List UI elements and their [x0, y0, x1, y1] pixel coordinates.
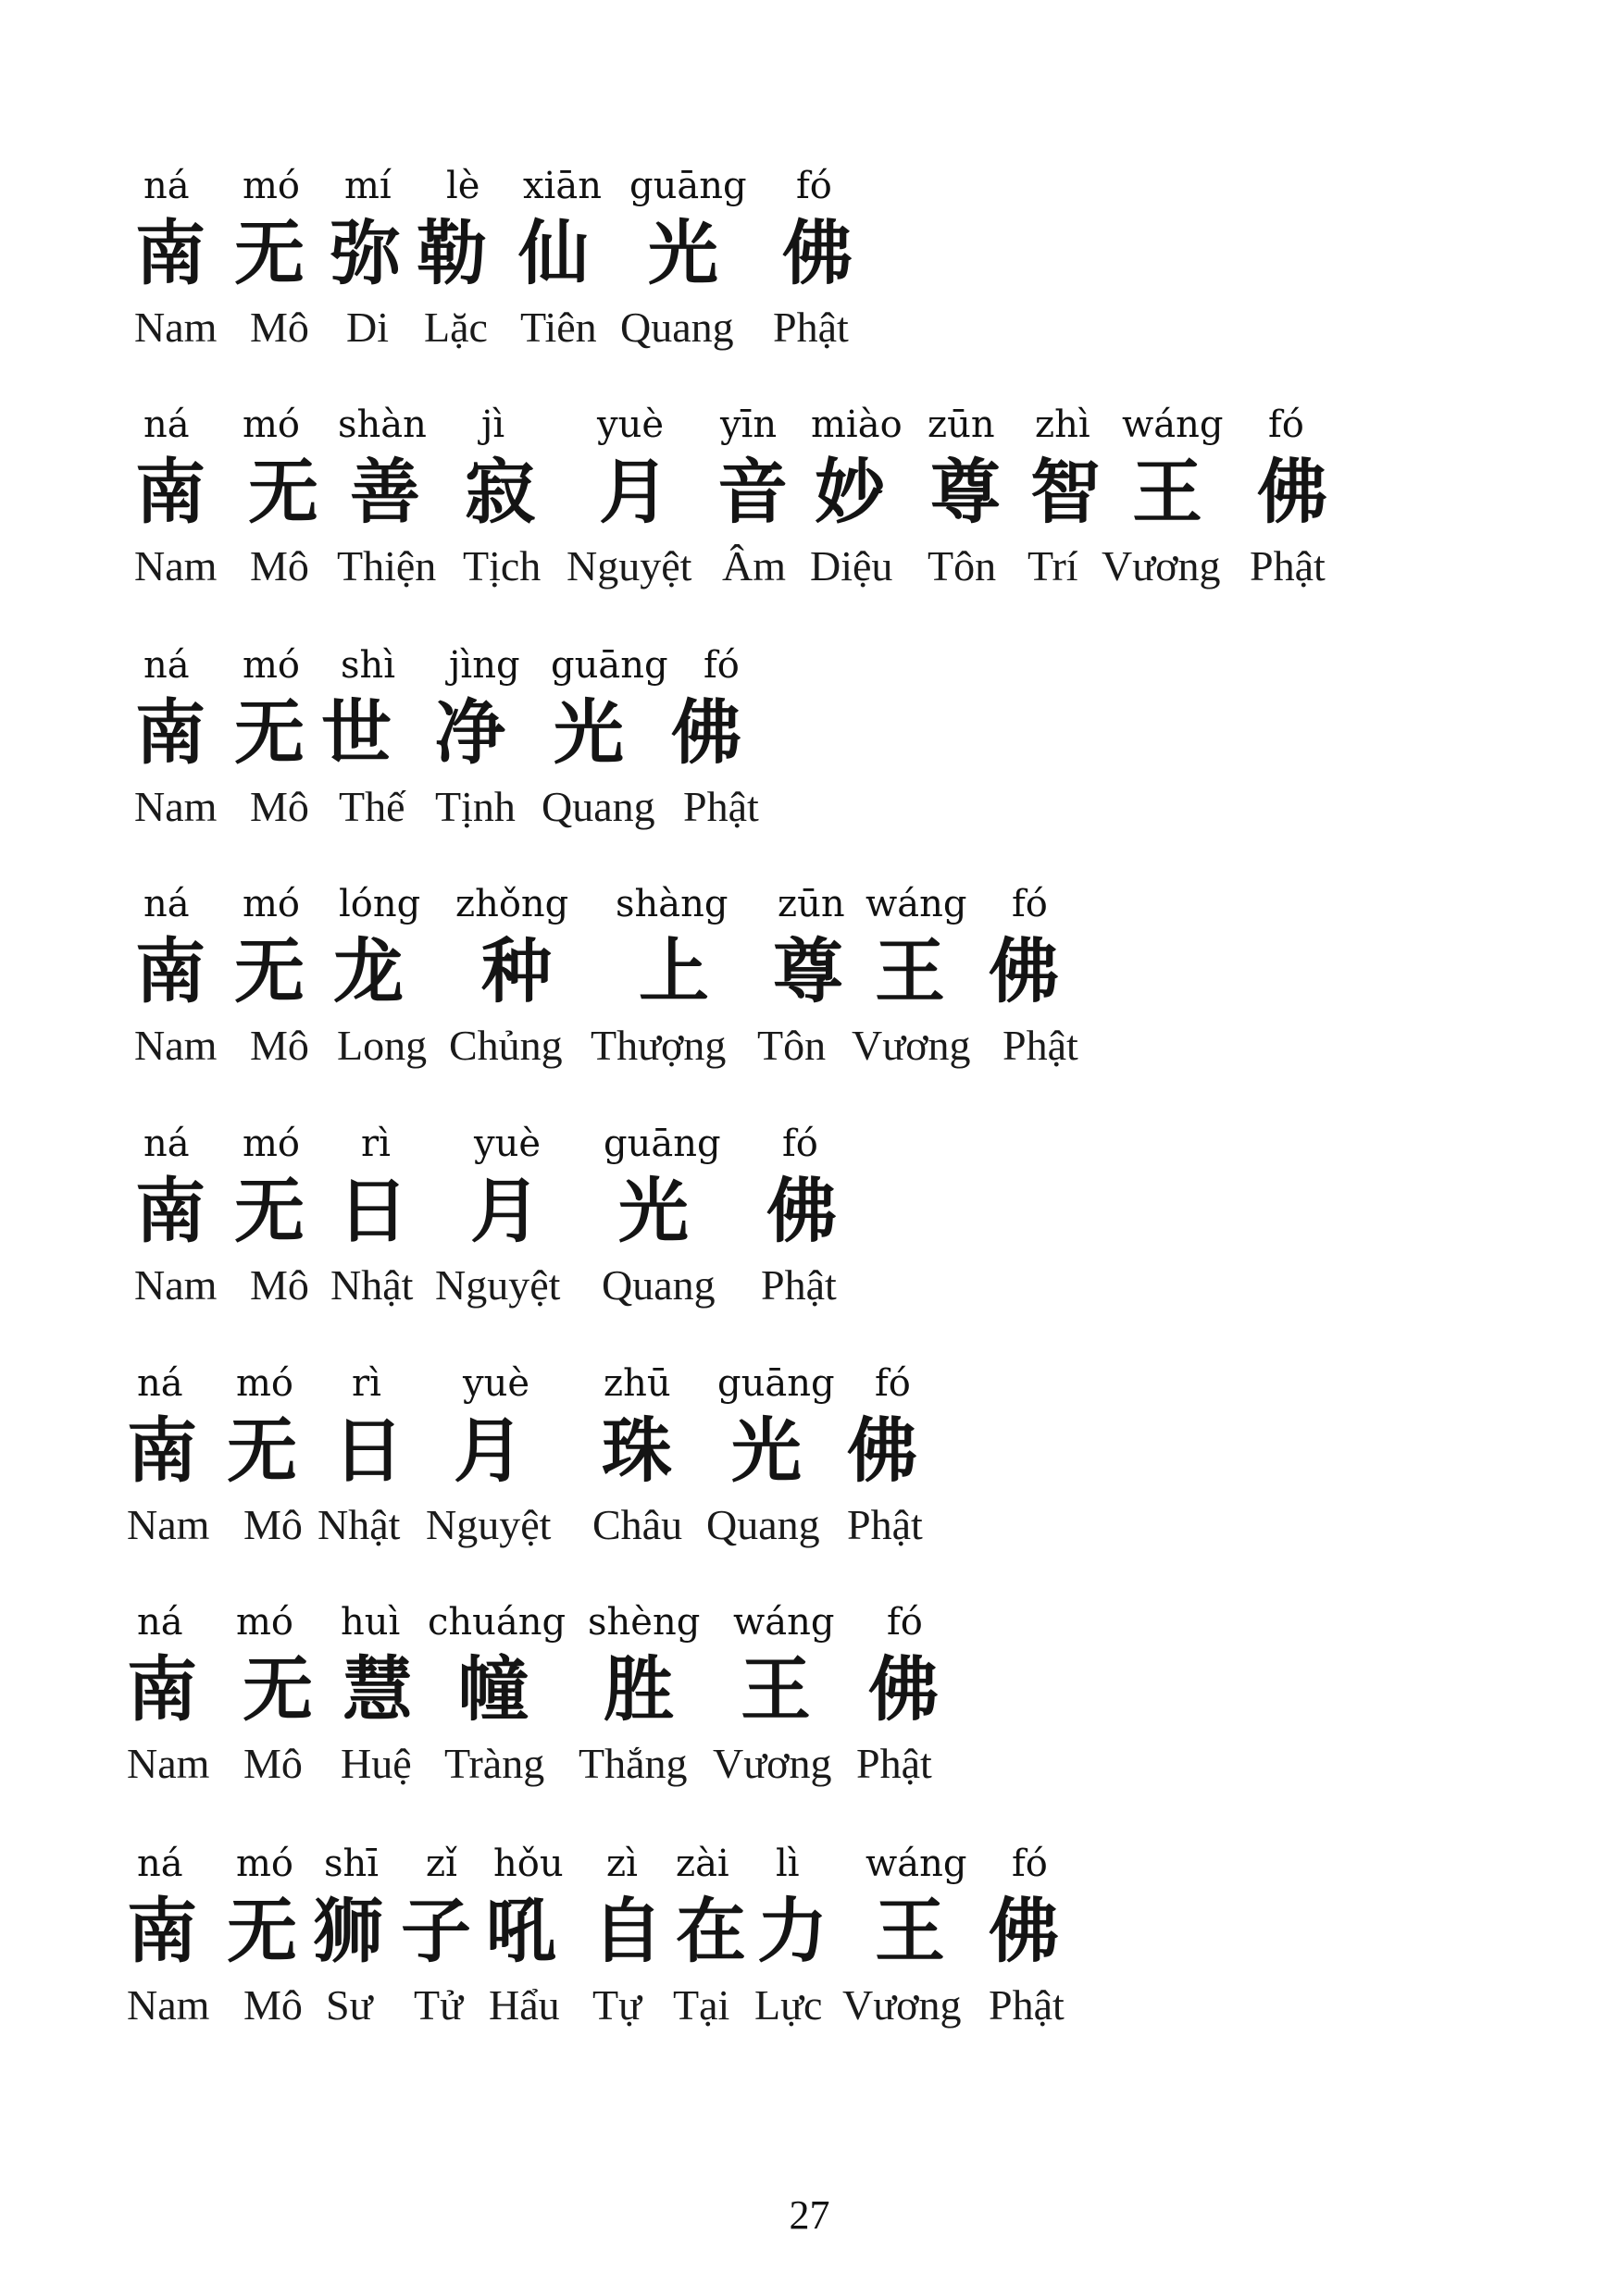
vietnamese-word: Quang	[542, 783, 655, 830]
pinyin-syllable: mí	[344, 165, 392, 207]
vietnamese-word: Mô	[243, 1740, 303, 1787]
vietnamese-word: Nam	[134, 783, 218, 830]
hanzi-character: 南	[135, 691, 205, 774]
pinyin-syllable: yīn	[720, 403, 778, 446]
pinyin-syllable: zhì	[1035, 403, 1090, 446]
pinyin-syllable: fó	[704, 644, 740, 687]
hanzi-character: 力	[757, 1890, 828, 1972]
vietnamese-word: Thắng	[579, 1740, 688, 1787]
vietnamese-word: Mô	[250, 783, 309, 830]
hanzi-character: 智	[1030, 451, 1101, 533]
verse-su-tu-hau-tu-tai	[0, 1841, 1619, 2063]
hanzi-character: 无	[234, 691, 305, 774]
hanzi-character: 世	[321, 691, 392, 774]
hanzi-line	[0, 1644, 1619, 1736]
pinyin-syllable: zài	[676, 1843, 729, 1885]
vietnamese-word: Nam	[134, 304, 218, 351]
pinyin-syllable: zhū	[604, 1362, 671, 1405]
hanzi-character: 无	[227, 1409, 297, 1492]
hanzi-character: 南	[135, 451, 205, 533]
vietnamese-word: Phật	[1003, 1022, 1078, 1069]
vietnamese-word: Mô	[250, 542, 309, 590]
vietnamese-word: Tịnh	[435, 783, 516, 830]
vietnamese-word: Mô	[250, 1022, 309, 1069]
hanzi-line	[0, 925, 1619, 1018]
hanzi-character: 南	[135, 212, 205, 294]
pinyin-syllable: ná	[137, 1362, 183, 1405]
vietnamese-word: Tử	[414, 1981, 464, 2029]
vietnamese-word: Phật	[856, 1740, 932, 1787]
verse-hue-trang-thang-vuong	[0, 1599, 1619, 1821]
hanzi-character: 南	[127, 1409, 197, 1492]
pinyin-syllable: shī	[324, 1843, 380, 1885]
hanzi-character: 王	[741, 1648, 811, 1731]
vietnamese-line	[0, 1258, 1619, 1313]
vietnamese-word: Nguyệt	[426, 1501, 552, 1548]
pinyin-syllable: mó	[243, 403, 301, 446]
pinyin-syllable: rì	[361, 1123, 391, 1165]
hanzi-character: 日	[333, 1409, 404, 1492]
vietnamese-word: Nam	[134, 542, 218, 590]
pinyin-syllable: jì	[481, 403, 505, 446]
vietnamese-word: Châu	[592, 1501, 683, 1548]
pinyin-line	[0, 881, 1619, 927]
hanzi-character: 光	[554, 691, 624, 774]
pinyin-syllable: guāng	[604, 1123, 721, 1165]
pinyin-syllable: guāng	[551, 644, 668, 687]
hanzi-character: 佛	[782, 212, 853, 294]
vietnamese-word: Quang	[620, 304, 734, 351]
pinyin-syllable: mó	[236, 1601, 294, 1644]
vietnamese-word: Nam	[127, 1981, 210, 2029]
hanzi-character: 佛	[847, 1409, 917, 1492]
pinyin-syllable: guāng	[629, 165, 747, 207]
pinyin-syllable: zūn	[778, 883, 845, 925]
vietnamese-word: Mô	[250, 1261, 309, 1309]
vietnamese-word: Diệu	[810, 542, 893, 590]
hanzi-character: 南	[127, 1648, 197, 1731]
hanzi-character: 南	[135, 930, 205, 1012]
verse-di-lac-tien-quang	[0, 163, 1619, 385]
vietnamese-word: Nam	[134, 1022, 218, 1069]
hanzi-character: 南	[135, 1170, 205, 1252]
page-number: 27	[789, 2192, 830, 2238]
pinyin-syllable: mó	[236, 1362, 294, 1405]
pinyin-line	[0, 402, 1619, 448]
vietnamese-word: Âm	[722, 542, 786, 590]
vietnamese-word: Phật	[847, 1501, 923, 1548]
hanzi-character: 寂	[465, 451, 535, 533]
pinyin-syllable: guāng	[717, 1362, 835, 1405]
hanzi-character: 净	[435, 691, 505, 774]
hanzi-character: 狮	[313, 1890, 383, 1972]
vietnamese-word: Mô	[243, 1981, 303, 2029]
pinyin-syllable: ná	[143, 165, 190, 207]
pinyin-syllable: fó	[782, 1123, 818, 1165]
vietnamese-word: Chủng	[449, 1022, 563, 1069]
pinyin-syllable: shàng	[616, 883, 729, 925]
vietnamese-word: Nhật	[318, 1501, 401, 1548]
vietnamese-word: Thiện	[337, 542, 437, 590]
hanzi-character: 在	[676, 1890, 746, 1972]
hanzi-character: 子	[401, 1890, 471, 1972]
hanzi-line	[0, 1165, 1619, 1258]
vietnamese-word: Tại	[673, 1981, 730, 2029]
vietnamese-word: Vương	[852, 1022, 971, 1069]
hanzi-character: 无	[234, 1170, 305, 1252]
vietnamese-line	[0, 1978, 1619, 2033]
hanzi-character: 光	[648, 212, 718, 294]
vietnamese-word: Mô	[250, 304, 309, 351]
pinyin-syllable: ná	[143, 883, 190, 925]
pinyin-line	[0, 1121, 1619, 1167]
hanzi-character: 仙	[518, 212, 589, 294]
vietnamese-word: Thế	[339, 783, 405, 830]
hanzi-character: 弥	[330, 212, 401, 294]
verse-long-chung-thuong-ton	[0, 881, 1619, 1103]
hanzi-character: 月	[599, 451, 669, 533]
pinyin-syllable: fó	[1012, 1843, 1048, 1885]
hanzi-character: 王	[1132, 451, 1202, 533]
vietnamese-word: Nam	[134, 1261, 218, 1309]
hanzi-character: 佛	[868, 1648, 939, 1731]
vietnamese-word: Nguyệt	[567, 542, 692, 590]
pinyin-syllable: lì	[776, 1843, 800, 1885]
pinyin-syllable: hǒu	[493, 1843, 564, 1885]
pinyin-syllable: fó	[1012, 883, 1048, 925]
hanzi-character: 无	[227, 1890, 297, 1972]
vietnamese-word: Sư	[326, 1981, 373, 2029]
hanzi-character: 慧	[342, 1648, 413, 1731]
pinyin-syllable: shì	[341, 644, 396, 687]
vietnamese-word: Trí	[1027, 542, 1078, 590]
pinyin-syllable: ná	[143, 403, 190, 446]
vietnamese-line	[0, 1497, 1619, 1553]
vietnamese-word: Lực	[754, 1981, 823, 2029]
hanzi-character: 无	[234, 212, 305, 294]
hanzi-character: 善	[350, 451, 420, 533]
pinyin-syllable: fó	[1268, 403, 1304, 446]
vietnamese-word: Quang	[706, 1501, 820, 1548]
pinyin-syllable: shàn	[338, 403, 427, 446]
verse-the-tinh-quang	[0, 642, 1619, 864]
pinyin-syllable: wáng	[733, 1601, 835, 1644]
hanzi-character: 王	[875, 930, 945, 1012]
vietnamese-word: Di	[346, 304, 389, 351]
vietnamese-line	[0, 779, 1619, 835]
pinyin-syllable: yuè	[474, 1123, 542, 1165]
hanzi-character: 尊	[930, 451, 1001, 533]
hanzi-character: 佛	[989, 930, 1059, 1012]
pinyin-syllable: jìng	[449, 644, 520, 687]
hanzi-character: 光	[731, 1409, 802, 1492]
vietnamese-line	[0, 1018, 1619, 1074]
pinyin-syllable: ná	[143, 1123, 190, 1165]
hanzi-character: 佛	[989, 1890, 1059, 1972]
vietnamese-word: Lặc	[424, 304, 488, 351]
pinyin-syllable: mó	[236, 1843, 294, 1885]
pinyin-syllable: chuáng	[428, 1601, 567, 1644]
vietnamese-line	[0, 1736, 1619, 1792]
hanzi-line	[0, 1405, 1619, 1497]
vietnamese-word: Quang	[602, 1261, 716, 1309]
hanzi-character: 吼	[486, 1890, 556, 1972]
hanzi-character: 无	[243, 1648, 313, 1731]
pinyin-line	[0, 1360, 1619, 1407]
vietnamese-word: Vương	[713, 1740, 832, 1787]
pinyin-syllable: zì	[606, 1843, 638, 1885]
pinyin-syllable: fó	[887, 1601, 923, 1644]
pinyin-line	[0, 1599, 1619, 1645]
hanzi-character: 佛	[766, 1170, 837, 1252]
hanzi-line	[0, 207, 1619, 300]
vietnamese-word: Huệ	[341, 1740, 412, 1787]
pinyin-syllable: yuè	[597, 403, 665, 446]
pinyin-line	[0, 642, 1619, 689]
pinyin-syllable: wáng	[866, 1843, 967, 1885]
pinyin-syllable: lóng	[339, 883, 421, 925]
hanzi-line	[0, 1885, 1619, 1978]
pinyin-syllable: zhǒng	[455, 883, 569, 925]
pinyin-syllable: ná	[143, 644, 190, 687]
hanzi-character: 尊	[773, 930, 843, 1012]
verse-nhat-nguyet-chau-quang	[0, 1360, 1619, 1582]
vietnamese-word: Tràng	[444, 1740, 545, 1787]
hanzi-character: 音	[717, 451, 788, 533]
hanzi-character: 勒	[417, 212, 487, 294]
vietnamese-word: Nam	[127, 1740, 210, 1787]
hanzi-character: 自	[592, 1890, 663, 1972]
hanzi-character: 王	[875, 1890, 945, 1972]
verse-nhat-nguyet-quang	[0, 1121, 1619, 1343]
pinyin-line	[0, 163, 1619, 209]
hanzi-character: 妙	[815, 451, 885, 533]
hanzi-character: 月	[470, 1170, 541, 1252]
pinyin-syllable: lè	[446, 165, 480, 207]
pinyin-line	[0, 1841, 1619, 1887]
vietnamese-word: Mô	[243, 1501, 303, 1548]
pinyin-syllable: ná	[137, 1843, 183, 1885]
pinyin-syllable: mó	[243, 644, 301, 687]
vietnamese-word: Thượng	[591, 1022, 727, 1069]
pinyin-syllable: rì	[352, 1362, 381, 1405]
vietnamese-word: Long	[337, 1022, 428, 1069]
pinyin-syllable: zǐ	[426, 1843, 457, 1885]
vietnamese-word: Tự	[592, 1981, 642, 2029]
hanzi-character: 种	[481, 930, 552, 1012]
vietnamese-line	[0, 539, 1619, 594]
vietnamese-word: Phật	[773, 304, 849, 351]
hanzi-character: 日	[338, 1170, 408, 1252]
pinyin-syllable: fó	[796, 165, 832, 207]
vietnamese-word: Hẩu	[489, 1981, 560, 2029]
hanzi-character: 上	[639, 930, 709, 1012]
hanzi-character: 幢	[458, 1648, 529, 1731]
hanzi-line	[0, 687, 1619, 779]
hanzi-character: 胜	[604, 1648, 674, 1731]
vietnamese-word: Nguyệt	[435, 1261, 561, 1309]
pinyin-syllable: shèng	[588, 1601, 701, 1644]
hanzi-character: 无	[234, 930, 305, 1012]
pinyin-syllable: mó	[243, 1123, 301, 1165]
pinyin-syllable: miào	[811, 403, 903, 446]
vietnamese-word: Phật	[683, 783, 759, 830]
vietnamese-word: Phật	[989, 1981, 1065, 2029]
verse-thien-tich-nguyet-am	[0, 402, 1619, 624]
vietnamese-word: Phật	[761, 1261, 837, 1309]
hanzi-character: 光	[618, 1170, 689, 1252]
vietnamese-word: Phật	[1250, 542, 1326, 590]
vietnamese-word: Tôn	[928, 542, 997, 590]
vietnamese-word: Nhật	[330, 1261, 414, 1309]
pinyin-syllable: fó	[875, 1362, 911, 1405]
hanzi-character: 佛	[671, 691, 741, 774]
hanzi-character: 珠	[602, 1409, 672, 1492]
pinyin-syllable: wáng	[866, 883, 967, 925]
pinyin-syllable: ná	[137, 1601, 183, 1644]
vietnamese-word: Vương	[842, 1981, 962, 2029]
pinyin-syllable: xiān	[523, 165, 602, 207]
pinyin-syllable: wáng	[1122, 403, 1224, 446]
pinyin-syllable: mó	[243, 165, 301, 207]
vietnamese-word: Tịch	[463, 542, 542, 590]
hanzi-character: 佛	[1257, 451, 1327, 533]
vietnamese-word: Tiên	[520, 304, 597, 351]
pinyin-syllable: yuè	[463, 1362, 530, 1405]
vietnamese-word: Tôn	[757, 1022, 827, 1069]
hanzi-character: 月	[454, 1409, 524, 1492]
vietnamese-word: Nam	[127, 1501, 210, 1548]
hanzi-character: 无	[248, 451, 318, 533]
hanzi-line	[0, 446, 1619, 539]
vietnamese-word: Vương	[1102, 542, 1221, 590]
pinyin-syllable: mó	[243, 883, 301, 925]
vietnamese-line	[0, 300, 1619, 355]
pinyin-syllable: huì	[341, 1601, 401, 1644]
hanzi-character: 龙	[333, 930, 404, 1012]
hanzi-character: 南	[127, 1890, 197, 1972]
pinyin-syllable: zūn	[928, 403, 995, 446]
